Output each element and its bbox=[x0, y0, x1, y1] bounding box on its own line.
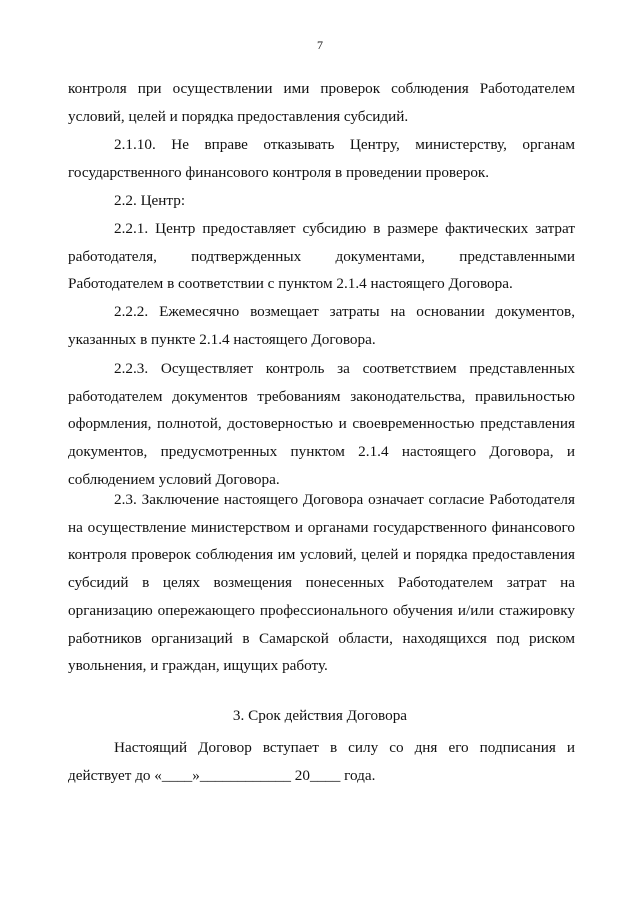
text-line: организацию опережающего профессионального обучения и/или стажировку bbox=[68, 601, 575, 619]
page-number: 7 bbox=[317, 38, 323, 52]
paragraph-2-2-3 bbox=[68, 355, 575, 494]
text-line: 2.1.10. Не вправе отказывать Центру, министерству, органам bbox=[114, 136, 575, 153]
text-line: 2.2.2. Ежемесячно возмещает затраты на основании документов, bbox=[114, 303, 575, 320]
text-line: контроля при осуществлении ими проверок соблюдения Работодателем bbox=[68, 80, 575, 97]
paragraph-2-2 bbox=[68, 187, 575, 215]
text-line: контроля проверок соблюдения им условий, целей и порядка предоставления bbox=[68, 546, 575, 564]
paragraph-2-1-10 bbox=[68, 131, 575, 186]
paragraph-2-3 bbox=[68, 486, 575, 680]
text-line: государственного финансового контроля в проведении проверок. bbox=[68, 163, 490, 181]
text-line: 2.3. Заключение настоящего Договора означает согласие Работодателя bbox=[114, 491, 575, 508]
paragraph-3-text bbox=[68, 734, 575, 789]
text-line: условий, целей и порядка предоставления субсидий. bbox=[68, 107, 409, 125]
paragraph-continuation bbox=[68, 75, 575, 130]
section-heading: 3. Срок действия Договора bbox=[232, 707, 408, 724]
text-line: указанных в пункте 2.1.4 настоящего Договора. bbox=[68, 330, 376, 348]
text-line: на осуществление министерством и органами государственного финансового bbox=[68, 518, 575, 536]
text-line: Работодателем в соответствии с пунктом 2.1.4 настоящего Договора. bbox=[68, 275, 513, 293]
text-line: 2.2.1. Центр предоставляет субсидию в размере фактических затрат bbox=[114, 220, 575, 237]
text-line: работодателя, подтвержденных документами, представленными bbox=[68, 247, 575, 265]
text-line: действует до «____»____________ 20____ года. bbox=[68, 766, 376, 784]
paragraph-2-2-2 bbox=[68, 298, 575, 353]
text-line: документов, предусмотренных пунктом 2.1.4 настоящего Договора, и bbox=[68, 443, 575, 461]
text-line: соблюдением условий Договора. bbox=[68, 470, 280, 488]
text-line: 2.2.3. Осуществляет контроль за соответствием представленных bbox=[114, 360, 575, 377]
text-line: оформления, полнотой, достоверностью и своевременностью представления bbox=[68, 415, 575, 433]
paragraph-2-2-1 bbox=[68, 215, 575, 298]
text-line: увольнения, и граждан, ищущих работу. bbox=[68, 657, 328, 675]
text-line: работодателем документов требованиям законодательства, правильностью bbox=[68, 387, 575, 405]
text-line: работников организаций в Самарской области, находящихся под риском bbox=[68, 629, 575, 647]
text-line: 2.2. Центр: bbox=[114, 192, 186, 209]
text-line: Настоящий Договор вступает в силу со дня его подписания и bbox=[114, 739, 575, 756]
text-line: субсидий в целях возмещения понесенных Работодателем затрат на bbox=[68, 574, 575, 592]
